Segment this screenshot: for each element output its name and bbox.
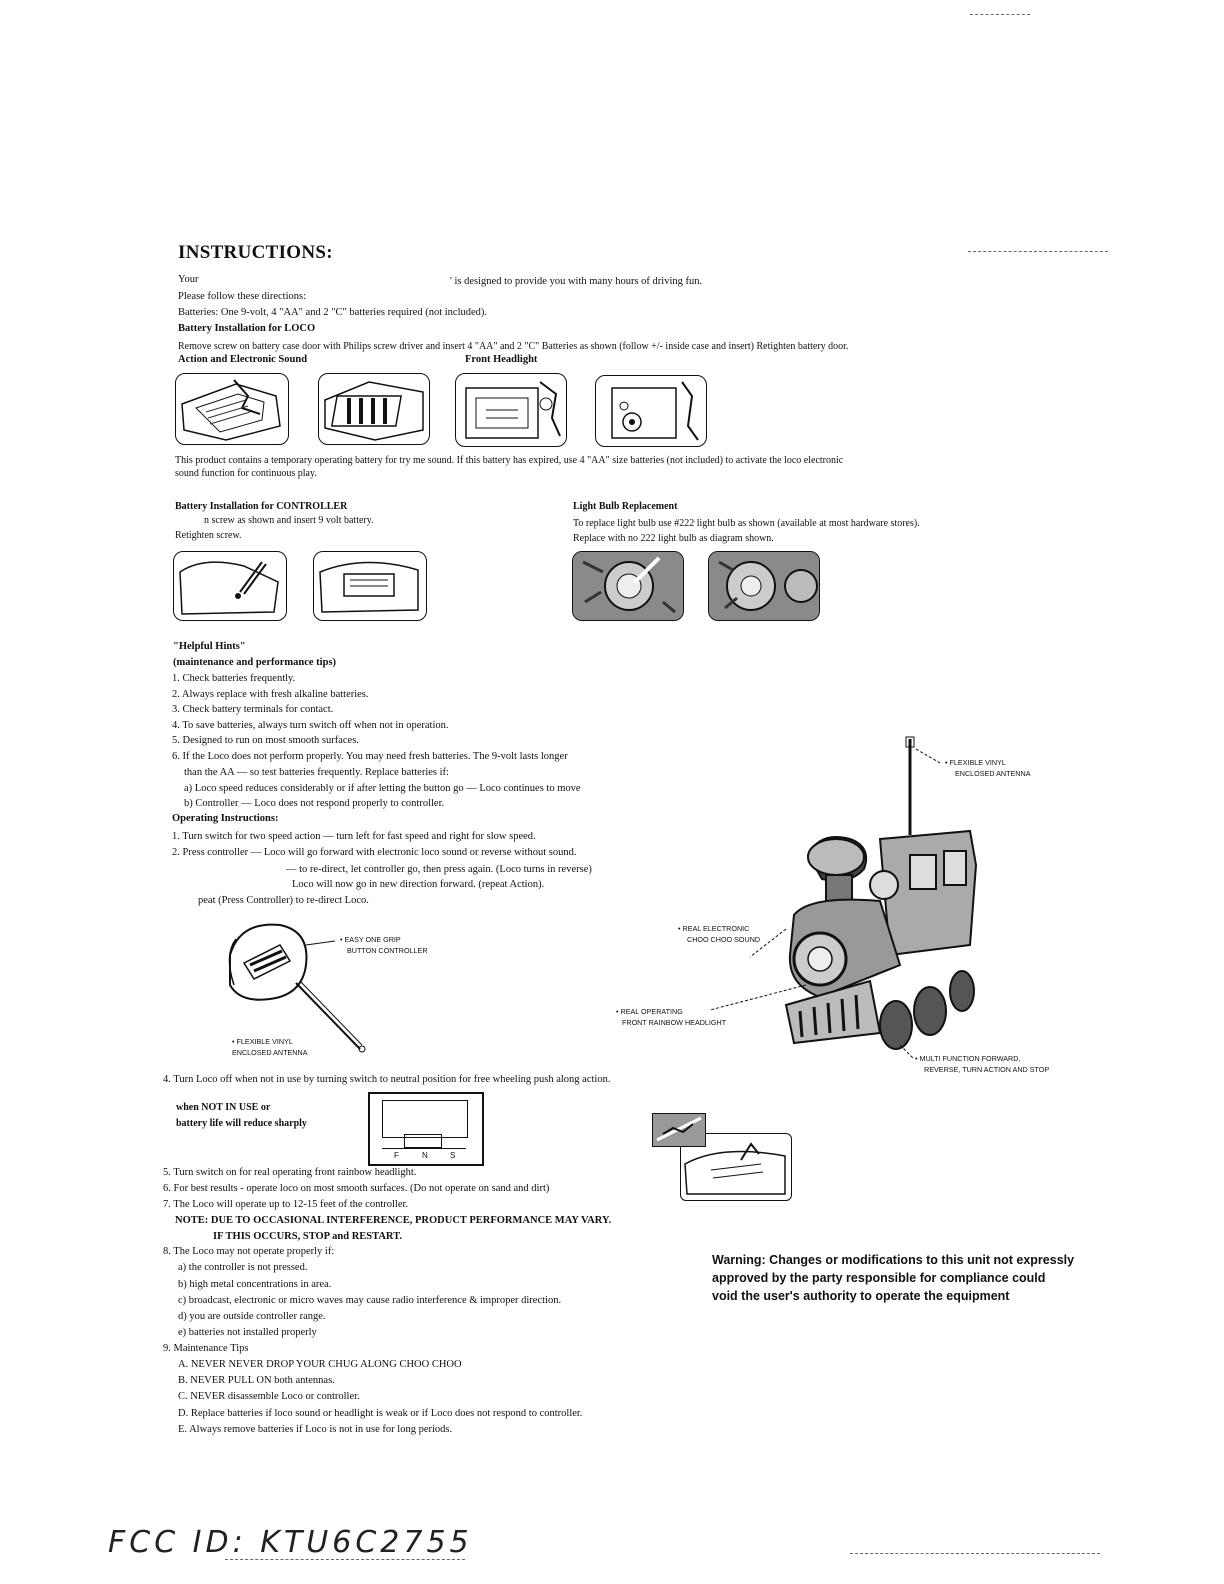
- warning-line2: approved by the party responsible for compliance could: [712, 1271, 1046, 1285]
- figure-switch-inset: [652, 1113, 706, 1147]
- bulb-line2: Replace with no 222 light bulb as diagram shown.: [573, 533, 774, 544]
- scan-artifact-line: [968, 251, 1108, 252]
- switch-label-f: F: [394, 1151, 399, 1160]
- controller-install-line1: n screw as shown and insert 9 volt battery.: [204, 515, 374, 526]
- callout-multi1: • MULTI FUNCTION FORWARD,: [915, 1054, 1021, 1063]
- operating-step5: 5. Turn switch on for real operating front rainbow headlight.: [163, 1167, 417, 1178]
- step9-item: B. NEVER PULL ON both antennas.: [178, 1375, 335, 1386]
- bulb-line1: To replace light bulb use #222 light bulb as shown (available at most hardware stores).: [573, 518, 920, 529]
- hint-item: a) Loco speed reduces considerably or if after letting the button go — Loco continues to move: [184, 783, 581, 794]
- callout-train-ant2: ENCLOSED ANTENNA: [955, 769, 1031, 778]
- warning-line3: void the user's authority to operate the equipment: [712, 1289, 1010, 1303]
- hint-item: 5. Designed to run on most smooth surfaces.: [172, 735, 359, 746]
- callout-sound2: CHOO CHOO SOUND: [687, 935, 761, 944]
- callout-sound1: • REAL ELECTRONIC: [678, 924, 750, 933]
- fcc-id: FCC ID: KTU6C2755: [108, 1525, 473, 1560]
- figure-headlight-case: [455, 373, 567, 447]
- figure-battery-case-open: [175, 373, 289, 445]
- operating-heading: Operating Instructions:: [172, 813, 279, 824]
- intro-follow: Please follow these directions:: [178, 291, 307, 302]
- callout-multi2: REVERSE, TURN ACTION AND STOP: [924, 1065, 1050, 1074]
- label-front-headlight: Front Headlight: [465, 354, 538, 365]
- callout-grip2: BUTTON CONTROLLER: [347, 946, 428, 955]
- switch-label-n: N: [422, 1151, 428, 1160]
- bulb-heading: Light Bulb Replacement: [573, 501, 678, 512]
- callout-train-ant1: • FLEXIBLE VINYL: [945, 758, 1006, 767]
- loco-install-heading: Battery Installation for LOCO: [178, 323, 316, 334]
- controller-install-heading: Battery Installation for CONTROLLER: [175, 501, 348, 512]
- operating-step7: 7. The Loco will operate up to 12-15 feet of the controller.: [163, 1199, 409, 1210]
- step9-item: D. Replace batteries if loco sound or headlight is weak or if Loco does not respond to controller.: [178, 1408, 583, 1419]
- callout-light2: FRONT RAINBOW HEADLIGHT: [622, 1018, 727, 1027]
- operating-step2a: 2. Press controller — Loco will go forward with electronic loco sound or reverse without sound.: [172, 847, 577, 858]
- operating-note2: IF THIS OCCURS, STOP and RESTART.: [213, 1231, 402, 1242]
- figure-controller-screw: [173, 551, 287, 621]
- callout-controller-ant2: ENCLOSED ANTENNA: [232, 1048, 308, 1057]
- step8-item: d) you are outside controller range.: [178, 1311, 326, 1322]
- callout-grip1: • EASY ONE GRIP: [340, 935, 401, 944]
- switch-label-s: S: [450, 1151, 456, 1160]
- figure-controller-battery: [313, 551, 427, 621]
- operating-step2b: — to re-direct, let controller go, then press again. (Loco turns in reverse): [286, 864, 592, 875]
- intro-your: Your: [178, 274, 199, 285]
- operating-note1: NOTE: DUE TO OCCASIONAL INTERFERENCE, PRODUCT PERFORMANCE MAY VARY.: [175, 1215, 612, 1226]
- temp-battery-line1: This product contains a temporary operating battery for try me sound. If this battery has expired, use 4 "AA" size batteries (not included) to activate the loco electronic: [175, 455, 844, 466]
- hint-item: 6. If the Loco does not perform properly. You may need fresh batteries. The 9-volt lasts longer: [172, 751, 568, 762]
- hint-item: 1. Check batteries frequently.: [172, 673, 296, 684]
- step8-item: a) the controller is not pressed.: [178, 1262, 308, 1273]
- hint-item: b) Controller — Loco does not respond properly to controller.: [184, 798, 445, 809]
- temp-battery-line2: sound function for continuous play.: [175, 468, 317, 479]
- hint-item: 4. To save batteries, always turn switch off when not in operation.: [172, 720, 449, 731]
- scan-artifact-line: [970, 14, 1030, 15]
- intro-batteries: Batteries: One 9-volt, 4 "AA" and 2 "C" batteries required (not included).: [178, 307, 488, 318]
- step8-item: e) batteries not installed properly: [178, 1327, 317, 1338]
- operating-step1: 1. Turn switch for two speed action — turn left for fast speed and right for slow speed.: [172, 831, 536, 842]
- callout-light1: • REAL OPERATING: [616, 1007, 683, 1016]
- label-action-sound: Action and Electronic Sound: [178, 354, 308, 365]
- train-illustration: [780, 735, 980, 1065]
- figure-bulb-remove: [572, 551, 684, 621]
- operating-step9: 9. Maintenance Tips: [163, 1343, 249, 1354]
- hint-item: than the AA — so test batteries frequently. Replace batteries if:: [184, 767, 449, 778]
- not-in-use-line1: when NOT IN USE or: [176, 1102, 271, 1113]
- hint-item: 2. Always replace with fresh alkaline batteries.: [172, 689, 369, 700]
- intro-designed: ' is designed to provide you with many hours of driving fun.: [450, 276, 703, 287]
- figure-battery-insert: [318, 373, 430, 445]
- warning-line1: Warning: Changes or modifications to this unit not expressly: [712, 1253, 1075, 1267]
- figure-bulb-replace: [708, 551, 820, 621]
- scan-artifact-line: [850, 1553, 1100, 1554]
- hint-item: 3. Check battery terminals for contact.: [172, 704, 334, 715]
- operating-step4: 4. Turn Loco off when not in use by turning switch to neutral position for free wheeling push along action.: [163, 1074, 611, 1085]
- figure-headlight-battery: [595, 375, 707, 447]
- controller-install-line2: Retighten screw.: [175, 530, 242, 541]
- operating-step8: 8. The Loco may not operate properly if:: [163, 1246, 335, 1257]
- step8-item: c) broadcast, electronic or micro waves may cause radio interference & improper direction.: [178, 1295, 562, 1306]
- step9-item: E. Always remove batteries if Loco is not in use for long periods.: [178, 1424, 453, 1435]
- hints-heading: "Helpful Hints": [173, 641, 246, 652]
- step9-item: C. NEVER disassemble Loco or controller.: [178, 1391, 360, 1402]
- operating-step2c: Loco will now go in new direction forward. (repeat Action).: [292, 879, 545, 890]
- operating-step3: peat (Press Controller) to re-direct Loco.: [198, 895, 369, 906]
- loco-install-text: Remove screw on battery case door with Philips screw driver and insert 4 "AA" and 2 "C" Batteries as shown (follow +/- inside case and insert) Retighten battery door.: [178, 341, 849, 352]
- switch-diagram: [368, 1092, 484, 1166]
- operating-step6: 6. For best results - operate loco on most smooth surfaces. (Do not operate on sand and dirt): [163, 1183, 550, 1194]
- page-title: INSTRUCTIONS:: [178, 242, 333, 263]
- hints-subheading: (maintenance and performance tips): [173, 657, 337, 668]
- step9-item: A. NEVER NEVER DROP YOUR CHUG ALONG CHOO CHOO: [178, 1359, 462, 1370]
- not-in-use-line2: battery life will reduce sharply: [176, 1118, 307, 1129]
- scan-artifact-line: [225, 1559, 465, 1560]
- callout-controller-ant1: • FLEXIBLE VINYL: [232, 1037, 293, 1046]
- step8-item: b) high metal concentrations in area.: [178, 1279, 332, 1290]
